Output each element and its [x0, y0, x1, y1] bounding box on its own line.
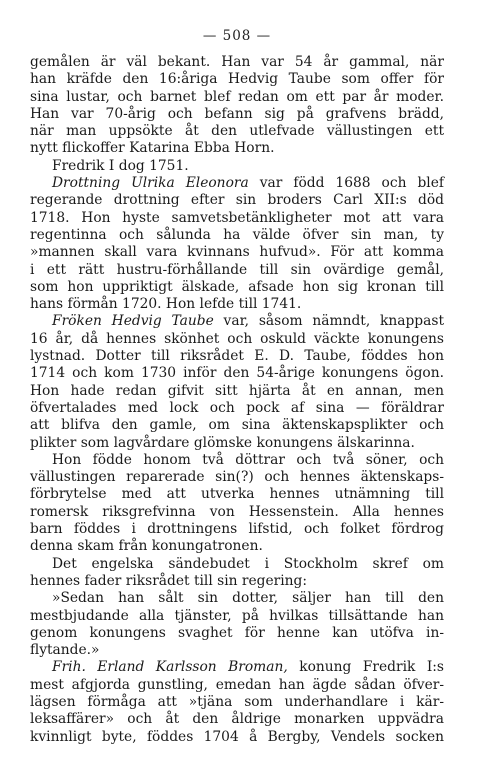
text-line: [30, 452, 444, 469]
text-run: »Sedan han sålt sin dotter, säljer han till den: [52, 590, 444, 607]
text-run: som hon uppriktigt älskade, afsade hon sig kronan till: [30, 278, 444, 295]
text-run: flytande.»: [30, 642, 100, 659]
text-line: [30, 279, 444, 296]
text-run: när man uppsökte åt den utlefvade vällustingen ett: [30, 123, 444, 140]
text-line: [30, 659, 444, 676]
text-line: [30, 244, 444, 261]
text-run: Han var 70-årig och befann sig på grafvens brädd,: [30, 105, 444, 122]
text-line: [30, 538, 444, 555]
text-line: [30, 625, 444, 642]
text-run: öfvertalades med lock och pock af sina — föräldrar: [30, 399, 444, 416]
text-line: [30, 71, 444, 88]
text-line: [30, 262, 444, 279]
text-line: [30, 158, 444, 175]
text-run: sina lustar, och barnet blef redan om ett par år moder.: [30, 88, 444, 105]
text-run: var född 1688 och blef: [248, 175, 444, 192]
text-run: hans förmån 1720. Hon lefde till 1741.: [30, 296, 302, 313]
text-line: [30, 729, 444, 746]
text-run: han kräfde den 16:åriga Hedvig Taube som offer för: [30, 71, 444, 88]
text-line: [30, 175, 444, 192]
text-run: mestbjudande alla tjänster, på hvilkas tillsättande han: [30, 607, 444, 624]
text-run: 1718. Hon hyste samvetsbetänkligheter mot att vara: [30, 209, 444, 226]
italic-name: Fröken Hedvig Taube: [52, 313, 214, 330]
text-line: [30, 469, 444, 486]
text-line: [30, 210, 444, 227]
text-run: kvinnligt byte, föddes 1704 å Bergby, Vendels socken: [30, 728, 444, 745]
text-line: [30, 486, 444, 503]
text-run: Fredrik I dog 1751.: [52, 157, 189, 174]
text-run: i ett rätt hustru-förhållande till sin ovärdige gemål,: [30, 261, 444, 278]
text-line: [30, 227, 444, 244]
text-run: regerande drottning efter sin broders Carl XII:s död: [30, 192, 444, 209]
text-line: [30, 54, 444, 71]
text-run: hennes fader riksrådet till sin regering:: [30, 572, 308, 589]
text-run: förbrytelse med att utverka hennes utnämning till: [30, 486, 444, 503]
text-line: [30, 296, 444, 313]
text-line: [30, 711, 444, 728]
italic-name: Frih. Erland Karlsson Broman,: [52, 659, 288, 676]
text-line: [30, 556, 444, 573]
text-line: [30, 417, 444, 434]
text-line: [30, 313, 444, 330]
text-line: [30, 677, 444, 694]
text-run: genom konungens svaghet för henne kan utöfva in-: [30, 624, 444, 641]
text-line: [30, 192, 444, 209]
text-line: [30, 590, 444, 607]
text-run: leksaffärer» och åt den åldrige monarken uppvädra: [30, 711, 444, 728]
page-number: — 508 —: [202, 28, 272, 44]
text-run: nytt flickoffer Katarina Ebba Horn.: [30, 140, 275, 157]
text-run: barn föddes i drottningens lifstid, och folket fördrog: [30, 521, 444, 538]
text-run: denna skam från konungatronen.: [30, 538, 263, 555]
text-line: [30, 608, 444, 625]
text-run: 1714 och kom 1730 inför den 54-årige konungens ögon.: [30, 365, 444, 382]
text-run: att blifva den gamle, om sina äktenskapsplikter och: [30, 417, 444, 434]
text-line: [30, 331, 444, 348]
text-run: lystnad. Dotter till riksrådet E. D. Taube, föddes hon: [30, 348, 444, 365]
text-run: Hon hade redan gifvit sitt hjärta åt en annan, men: [30, 382, 444, 399]
text-line: [30, 573, 444, 590]
text-run: 16 år, då hennes skönhet och oskuld väckte konungens: [30, 330, 444, 347]
text-line: [30, 435, 444, 452]
text-line: [30, 694, 444, 711]
text-line: [30, 521, 444, 538]
text-run: plikter som lagvårdare glömske konungens älskarinna.: [30, 434, 415, 451]
text-line: [30, 400, 444, 417]
italic-name: Drottning Ulrika Eleonora: [52, 175, 249, 192]
document-page: [30, 28, 444, 746]
text-run: mest afgjorda gunstling, emedan han ägde sådan öfver-: [30, 676, 444, 693]
text-run: vällustingen reparerade sin(?) och hennes äktenskaps-: [30, 469, 444, 486]
text-run: konung Fredrik I:s: [287, 659, 445, 676]
text-line: [30, 383, 444, 400]
text-run: romersk riksgrefvinna von Hessenstein. Alla hennes: [30, 503, 444, 520]
text-run: gemålen är väl bekant. Han var 54 år gammal, när: [30, 54, 444, 70]
text-run: Hon födde honom två döttrar och två söner, och: [52, 451, 444, 468]
text-line: [30, 365, 444, 382]
text-run: »mannen skall vara kvinnans hufvud». För att komma: [30, 244, 444, 261]
text-line: [30, 642, 444, 659]
text-line: [30, 123, 444, 140]
text-line: [30, 348, 444, 365]
body-text: [30, 54, 444, 746]
text-line: [30, 140, 444, 157]
text-run: Det engelska sändebudet i Stockholm skref om: [52, 555, 444, 572]
text-run: regentinna och sålunda ha välde öfver sin man, ty: [30, 226, 444, 243]
text-run: var, såsom nämndt, knappast: [213, 313, 444, 330]
text-run: lägsen förmåga att »tjäna som underhandlare i kär-: [30, 693, 444, 710]
text-line: [30, 504, 444, 521]
text-line: [30, 106, 444, 123]
text-line: [30, 89, 444, 106]
